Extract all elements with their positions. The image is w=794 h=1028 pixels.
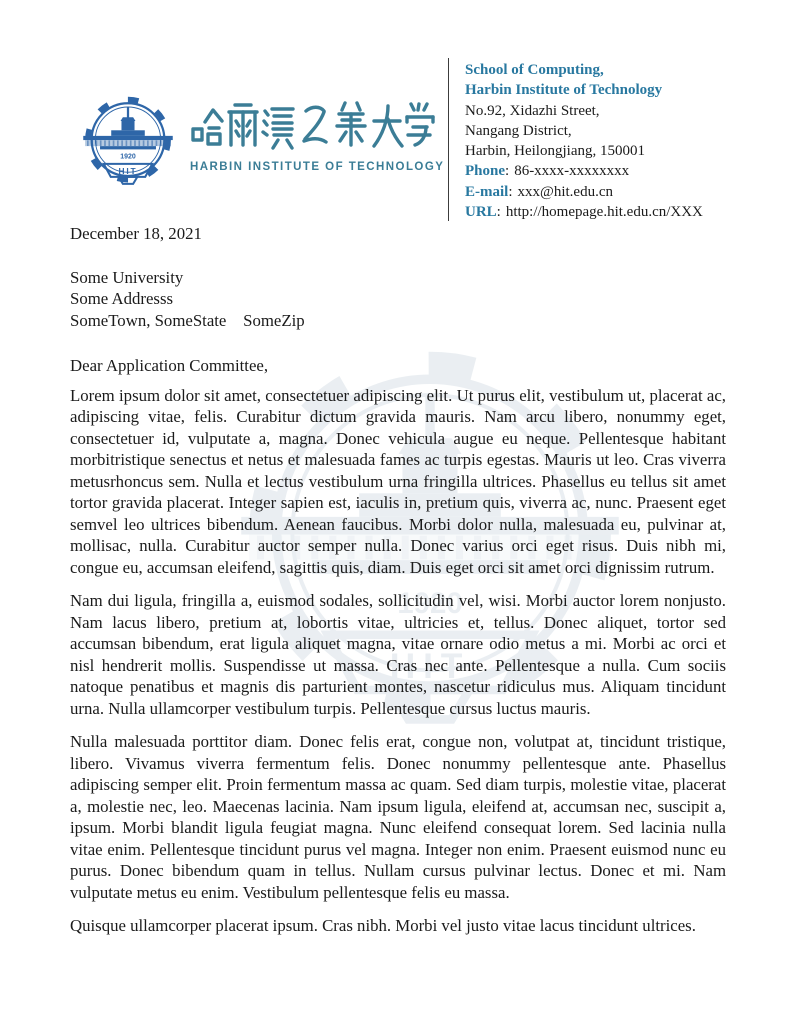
address-line-1: No.92, Xidazhi Street, — [465, 102, 600, 119]
hit-logo-icon — [72, 93, 184, 203]
address-line-3: Harbin, Heilongjiang, 150001 — [465, 143, 645, 160]
body-paragraph-2: Nam dui ligula, fringilla a, euismod sodales, sollicitudin vel, wisi. Morbi auctor lorem nonjusto. Nam lacus libero, pretium at, lobortis vitae, ultricies et, tellus. Donec aliquet, tortor sed accumsan bibendum, erat ligula aliquet magna, vitae ornare odio metus a mi. Morbi ac orci et nisl hendrerit mollis. Suspendisse ut massa. Cras nec ante. Pellentesque a nulla. Cum sociis natoque penatibus et magnis dis parturient montes, nascetur ridiculus mus. Aliquam tincidunt urna. Nulla ullamcorper vestibulum turpis. Pellentesque cursus luctus mauris. — [70, 591, 726, 718]
body-paragraph-1: Lorem ipsum dolor sit amet, consectetuer adipiscing elit. Ut purus elit, vestibulum ut, placerat ac, adipiscing vitae, felis. Curabitur dictum gravida mauris. Nam arcu libero, nonummy eget, consectetuer id, vulputate a, magna. Donec vehicula augue eu neque. Pellentesque habitant morbitristique senectus et netus et malesuada fames ac turpis egestas. Mauris ut leo. Cras viverra metusrhoncus sem. Nulla et lectus vestibulum urna fringilla ultrices. Phasellus eu tellus sit amet tortor gravida placerat. Integer sapien est, iaculis in, pretium quis, viverra ac, nunc. Praesent eget semvel leo ultrices bibendum. Aenean faucibus. Morbi dolor nulla, malesuada eu, pulvinar at, mollisac, nulla. Curabitur auctor semper nulla. Donec varius orci eget risus. Duis nibh mi, congue eu, accumsan eleifend, sagittis quis, diam. Duis eget orci sit amet orci dignissim rutrum. — [70, 385, 726, 577]
email-value: xxx@hit.edu.cn — [517, 183, 613, 200]
url-separator: : — [496, 204, 501, 221]
recipient-name: Some University — [70, 267, 184, 287]
url-label: URL — [465, 204, 497, 221]
header-divider — [448, 58, 449, 221]
url-value: http://homepage.hit.edu.cn/XXX — [505, 204, 703, 221]
phone-label: Phone — [465, 163, 506, 180]
department-name: School of Computing, — [465, 62, 604, 78]
letter-content — [70, 223, 726, 949]
email-label: E-mail — [465, 183, 509, 200]
university-chinese-name-calligraphy — [188, 97, 438, 155]
body-paragraph-3: Nulla malesuada porttitor diam. Donec felis erat, congue non, volutpat at, tincidunt tristique, libero. Vivamus viverra fermentum felis. Donec nonummy pellentesque ante. Phasellus adipiscing semper elit. Proin fermentum massa ac quam. Sed diam turpis, molestie vitae, placerat a, molestie nec, leo. Maecenas lacinia. Nam ipsum ligula, eleifend at, accumsan nec, suscipit a, ipsum. Morbi blandit ligula feugiat magna. Nunc eleifend consequat lorem. Sed lacinia nulla vitae enim. Pellentesque tincidunt purus vel magna. Integer non enim. Praesent euismod nunc eu purus. Donec bibendum quam in tellus. Nullam cursus pulvinar lectus. Donec et mi. Nam vulputate metus eu enim. Vestibulum pellentesque felis eu massa. — [70, 732, 726, 902]
phone-separator: : — [505, 163, 510, 180]
email-line — [465, 182, 755, 202]
address-line-2: Nangang District, — [465, 122, 572, 139]
url-line — [465, 202, 755, 222]
institution-name: Harbin Institute of Technology — [465, 82, 663, 99]
letter-date: December 18, 2021 — [70, 224, 202, 243]
email-separator: : — [508, 183, 513, 200]
phone-line — [465, 161, 755, 181]
body-paragraph-4: Quisque ullamcorper placerat ipsum. Cras nibh. Morbi vel justo vitae lacus tincidunt ultrices. — [70, 916, 696, 935]
recipient-block — [70, 267, 726, 332]
recipient-city-state-zip: SomeTown, SomeState SomeZip — [70, 310, 305, 330]
contact-block — [465, 60, 755, 222]
salutation: Dear Application Committee, — [70, 356, 269, 375]
university-english-name: HARBIN INSTITUTE OF TECHNOLOGY — [190, 161, 445, 173]
university-chinese-name — [0, 0, 1, 1]
recipient-address: Some Addresss — [70, 289, 174, 308]
phone-value: 86-xxxx-xxxxxxxx — [514, 163, 630, 180]
